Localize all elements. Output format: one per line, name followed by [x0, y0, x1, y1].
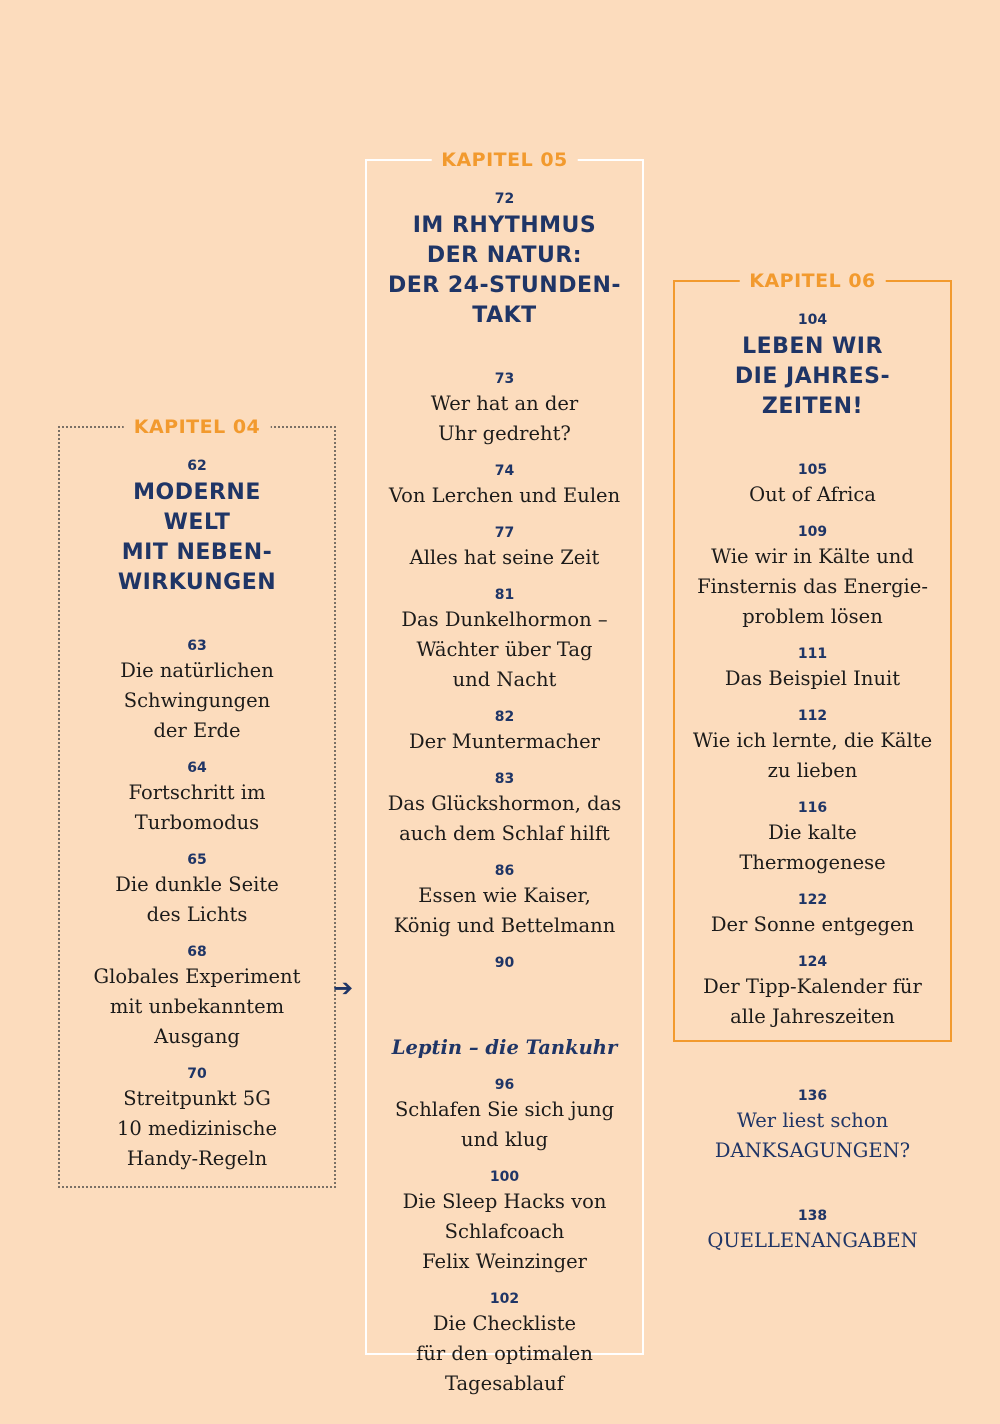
entry-page-number: 81: [494, 587, 515, 603]
chapter-page-number: 62: [187, 458, 207, 474]
chapter-heading[interactable]: [367, 191, 642, 331]
toc-entry[interactable]: [367, 1169, 642, 1277]
toc-entry[interactable]: [367, 525, 642, 573]
entry-title: Essen wie Kaiser, König und Bettelmann: [393, 884, 616, 937]
entry-title: QUELLENANGABEN: [707, 1229, 918, 1252]
chapter-title: MODERNE WELT MIT NEBEN- WIRKUNGEN: [117, 480, 277, 595]
entry-page-number: 77: [494, 525, 515, 541]
entry-page-number: 112: [797, 708, 828, 724]
entry-page-number: 74: [494, 463, 515, 479]
entry-title: Die Sleep Hacks von Schlafcoach Felix Weinzinger: [402, 1190, 607, 1273]
chapter-label: KAPITEL 04: [124, 415, 271, 439]
entry-title: Wer liest schon DANKSAGUNGEN?: [714, 1109, 911, 1162]
toc-entry-references[interactable]: [673, 1208, 952, 1256]
toc-entry[interactable]: [60, 638, 334, 746]
toc-entry[interactable]: [367, 709, 642, 757]
entry-page-number: 138: [797, 1208, 828, 1224]
entry-page-number: 64: [187, 760, 207, 776]
toc-entry[interactable]: [367, 1077, 642, 1155]
entry-title: Globales Experiment mit unbekanntem Ausgang: [93, 965, 301, 1048]
entry-title: Fortschritt im Turbomodus: [128, 781, 266, 834]
entry-page-number: 90: [494, 955, 515, 971]
entry-title: Von Lerchen und Eulen: [388, 484, 621, 507]
toc-entry[interactable]: [675, 524, 950, 632]
arrow-right-icon: ➔: [333, 974, 354, 1002]
chapter-page-number: 104: [797, 312, 828, 328]
toc-entry[interactable]: [60, 1066, 334, 1174]
entry-page-number: 83: [494, 771, 515, 787]
entry-title: Wie ich lernte, die Kälte zu lieben: [692, 729, 933, 782]
toc-entry[interactable]: [60, 944, 334, 1052]
entry-page-number: 70: [187, 1066, 207, 1082]
entry-title: Die natürlichen Schwingungen der Erde: [120, 659, 274, 742]
toc-entry[interactable]: [367, 587, 642, 695]
toc-entry[interactable]: [675, 646, 950, 694]
entry-title: Die kalte Thermogenese: [739, 821, 886, 874]
entry-title: Wer hat an der Uhr gedreht?: [430, 392, 579, 445]
entry-title: Schlafen Sie sich jung und klug: [394, 1098, 615, 1151]
entry-page-number: 68: [187, 944, 207, 960]
entry-page-number: 122: [797, 892, 828, 908]
entry-page-number: 100: [489, 1169, 520, 1185]
entry-title: Der Tipp-Kalender für alle Jahreszeiten: [703, 975, 922, 1028]
toc-entry[interactable]: [675, 892, 950, 940]
entry-page-number: 124: [797, 954, 828, 970]
entry-title: Der Sonne entgegen: [710, 913, 915, 936]
chapter-heading[interactable]: [675, 312, 950, 422]
toc-entry[interactable]: [675, 462, 950, 510]
entry-title: Out of Africa: [749, 483, 876, 506]
entry-title: Der Muntermacher: [409, 730, 600, 753]
entry-title: Die Checkliste für den optimalen Tagesablauf: [416, 1312, 593, 1395]
entry-page-number: 136: [797, 1088, 828, 1104]
chapter-label: KAPITEL 05: [431, 148, 578, 172]
entry-page-number: 65: [187, 852, 207, 868]
entry-title: Wie wir in Kälte und Finsternis das Energie- problem lösen: [697, 545, 928, 628]
entry-title: Das Beispiel Inuit: [724, 667, 901, 690]
chapter-06-box: [673, 270, 952, 1042]
chapter-05-box: [333, 149, 644, 1395]
toc-entry-acknowledgements[interactable]: [673, 1088, 952, 1166]
toc-entry[interactable]: [60, 852, 334, 930]
entry-title: Die dunkle Seite des Lichts: [115, 873, 279, 926]
chapter-page-number: 72: [494, 191, 515, 207]
toc-entry[interactable]: [367, 863, 642, 941]
entry-page-number: 109: [797, 524, 828, 540]
chapter-title: IM RHYTHMUS DER NATUR: DER 24-STUNDEN- TAKT: [387, 213, 622, 328]
toc-entry[interactable]: [675, 708, 950, 786]
entry-page-number: 105: [797, 462, 828, 478]
entry-title: Streitpunkt 5G 10 medizinische Handy-Regeln: [116, 1087, 278, 1170]
toc-entry[interactable]: [675, 954, 950, 1032]
chapter-04-box: [58, 416, 336, 1188]
entry-page-number: 73: [494, 371, 515, 387]
chapter-heading[interactable]: [60, 458, 334, 598]
entry-title: Das Glückshormon, das auch dem Schlaf hilft: [387, 792, 622, 845]
toc-entry[interactable]: [367, 463, 642, 511]
toc-entry-highlighted[interactable]: [333, 955, 642, 1063]
entry-page-number: 63: [187, 638, 207, 654]
entry-page-number: 86: [494, 863, 515, 879]
toc-entry[interactable]: [60, 760, 334, 838]
entry-page-number: 82: [494, 709, 515, 725]
entry-title: Das Dunkelhormon – Wächter über Tag und Nacht: [401, 608, 608, 691]
toc-entry[interactable]: [367, 371, 642, 449]
entry-page-number: 96: [494, 1077, 515, 1093]
toc-entry[interactable]: [367, 1291, 642, 1399]
entry-title: Leptin – die Tankuhr: [391, 1036, 618, 1059]
entry-page-number: 116: [797, 800, 828, 816]
entry-page-number: 102: [489, 1291, 520, 1307]
entry-page-number: 111: [797, 646, 828, 662]
chapter-label: KAPITEL 06: [739, 269, 886, 293]
entry-title: Alles hat seine Zeit: [409, 546, 600, 569]
toc-entry[interactable]: [367, 771, 642, 849]
chapter-title: LEBEN WIR DIE JAHRES- ZEITEN!: [734, 334, 891, 419]
toc-entry[interactable]: [675, 800, 950, 878]
